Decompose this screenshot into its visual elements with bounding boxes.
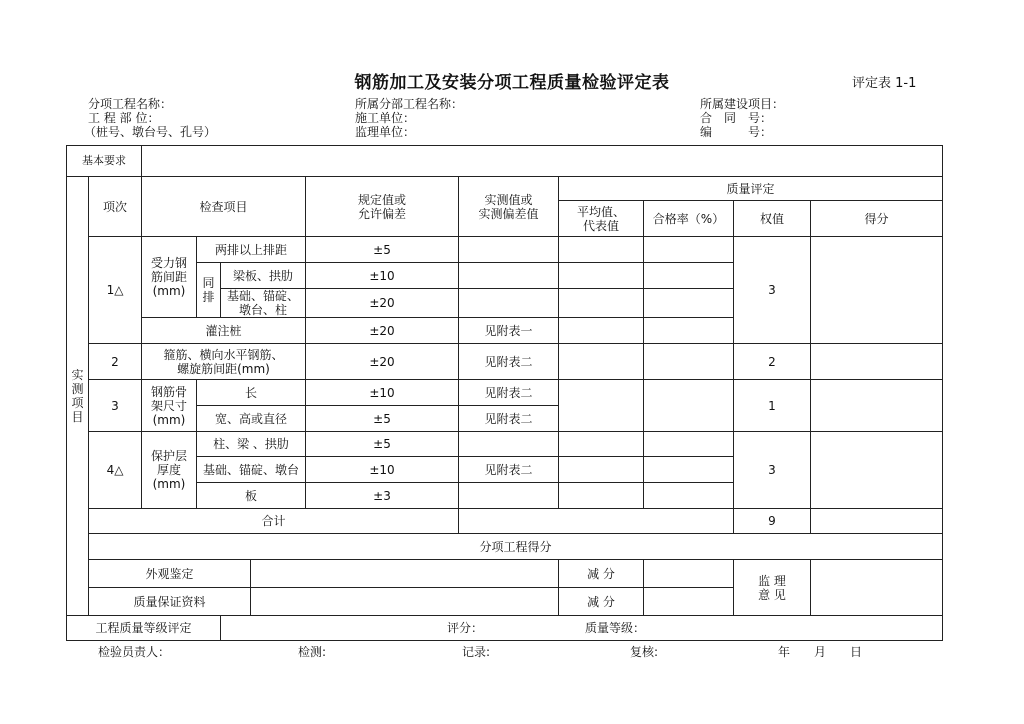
- item-4a-measured: [459, 432, 559, 457]
- total-weight: 9: [734, 509, 811, 534]
- item-1a-pass-rate: [644, 237, 734, 263]
- item-4b-average: [559, 457, 644, 483]
- item-2-name-line2: 螺旋筋间距(mm): [177, 361, 270, 376]
- item-1-group-line3: (mm): [152, 284, 186, 298]
- item-4c-measured: [459, 483, 559, 509]
- item-4-group-line3: (mm): [152, 477, 186, 491]
- col-weight: 权值: [734, 201, 811, 237]
- parent-project-label: 所属分部工程名称：: [355, 97, 464, 111]
- quality-docs-label: 质量保证资料: [89, 588, 251, 616]
- item-2-pass-rate: [644, 344, 734, 380]
- item-1a-tolerance: ±5: [306, 237, 459, 263]
- item-1d-pass-rate: [644, 318, 734, 344]
- item-1-same-row: 同排: [197, 263, 221, 318]
- item-1a-average: [559, 237, 644, 263]
- item-4-score: [811, 432, 943, 509]
- appearance-label: 外观鉴定: [89, 560, 251, 588]
- total-blank: [459, 509, 734, 534]
- item-1-group-line1: 受力钢: [150, 256, 187, 270]
- item-2-measured: 见附表二: [459, 344, 559, 380]
- appearance-deduct-value: [644, 560, 734, 588]
- item-3b-measured: 见附表二: [459, 406, 559, 432]
- item-1c-tolerance: ±20: [306, 289, 459, 318]
- item-1b-average: [559, 263, 644, 289]
- grade-label: 质量等级：: [585, 621, 646, 635]
- item-1-weight: 3: [734, 237, 811, 344]
- col-item-no: 项次: [89, 177, 142, 237]
- supervision-label: [734, 560, 811, 616]
- item-4c-tolerance: ±3: [306, 483, 459, 509]
- basic-requirements-label: 基本要求: [67, 146, 142, 177]
- location-label: 工 程 部 位：: [88, 111, 160, 125]
- col-check-item: 检查项目: [142, 177, 306, 237]
- item-4b-pass-rate: [644, 457, 734, 483]
- quality-docs-deduct-label: 减 分: [559, 588, 644, 616]
- measured-items-label: 实 测 项 目: [67, 177, 89, 616]
- item-3a-name: 长: [197, 380, 306, 406]
- col-pass-rate: 合格率（%）: [644, 201, 734, 237]
- col-score: 得分: [811, 201, 943, 237]
- item-4c-pass-rate: [644, 483, 734, 509]
- date-label: 年 月 日: [778, 645, 863, 659]
- item-3-weight: 1: [734, 380, 811, 432]
- recorder-label: 记录:: [462, 645, 491, 659]
- item-4c-average: [559, 483, 644, 509]
- item-3-group: [142, 380, 197, 432]
- item-1b-name: 梁板、拱肋: [221, 263, 306, 289]
- item-1c-name: 基础、锚碇、墩台、柱: [221, 289, 306, 318]
- item-1c-pass-rate: [644, 289, 734, 318]
- supervisor-label: 监理单位：: [355, 125, 416, 139]
- item-2-tolerance: ±20: [306, 344, 459, 380]
- item-4-group-line1: 保护层: [150, 449, 187, 463]
- col-measured: [459, 177, 559, 237]
- construction-project-label: 所属建设项目：: [700, 97, 785, 111]
- reviewer-label: 复核:: [630, 645, 659, 659]
- subproject-score-label: 分项工程得分: [89, 534, 943, 560]
- grade-eval-label: 工程质量等级评定: [67, 616, 221, 641]
- total-score: [811, 509, 943, 534]
- item-4-group: [142, 432, 197, 509]
- item-1c-average: [559, 289, 644, 318]
- location-note: （桩号、墩台号、孔号）: [84, 125, 217, 139]
- supervision-label-line2: 意 见: [758, 587, 786, 602]
- col-spec: [306, 177, 459, 237]
- col-quality-eval: 质量评定: [559, 177, 943, 201]
- testing-label: 检测:: [298, 645, 327, 659]
- contract-no-label: 合 同 号：: [700, 111, 773, 125]
- item-2-name: [142, 344, 306, 380]
- basic-requirements-cell: [142, 146, 943, 177]
- item-1-group-line2: 筋间距: [150, 270, 187, 284]
- col-measured-line1: 实测值或: [484, 192, 533, 207]
- item-3a-tolerance: ±10: [306, 380, 459, 406]
- item-4c-name: 板: [197, 483, 306, 509]
- item-1-group: [142, 237, 197, 318]
- sub-project-label: 分项工程名称：: [88, 97, 173, 111]
- item-1d-measured: 见附表一: [459, 318, 559, 344]
- total-label: 合计: [89, 509, 459, 534]
- quality-docs-deduct-value: [644, 588, 734, 616]
- quality-docs-value: [251, 588, 559, 616]
- quality-evaluation-table: [66, 145, 943, 641]
- item-3-pass-rate: [644, 380, 734, 432]
- serial-no-label: 编 号：: [700, 125, 773, 139]
- col-average-line2: 代表值: [582, 218, 619, 233]
- item-4-no: 4△: [89, 432, 142, 509]
- item-4b-measured: 见附表二: [459, 457, 559, 483]
- item-1d-average: [559, 318, 644, 344]
- col-average: [559, 201, 644, 237]
- item-1d-tolerance: ±20: [306, 318, 459, 344]
- item-2-weight: 2: [734, 344, 811, 380]
- item-4a-name: 柱、梁 、拱肋: [197, 432, 306, 457]
- supervision-label-line1: 监 理: [758, 573, 786, 588]
- item-4b-tolerance: ±10: [306, 457, 459, 483]
- item-4-group-line2: 厚度: [156, 463, 181, 477]
- item-3-score: [811, 380, 943, 432]
- form-number: 评定表 1-1: [852, 76, 917, 91]
- item-3b-name: 宽、高或直径: [197, 406, 306, 432]
- col-spec-line2: 允许偏差: [357, 206, 406, 221]
- document-title: 钢筋加工及安装分项工程质量检验评定表: [354, 73, 670, 93]
- grade-eval-row: [221, 616, 943, 641]
- score-label: 评分：: [447, 621, 484, 635]
- item-1a-measured: [459, 237, 559, 263]
- item-4b-name: 基础、锚碇、墩台: [197, 457, 306, 483]
- contractor-label: 施工单位：: [355, 111, 416, 125]
- col-measured-line2: 实测偏差值: [478, 206, 539, 221]
- inspector-label: 检验员责人：: [98, 645, 171, 659]
- col-average-line1: 平均值、: [576, 204, 625, 219]
- item-4a-pass-rate: [644, 432, 734, 457]
- item-3a-measured: 见附表二: [459, 380, 559, 406]
- item-2-average: [559, 344, 644, 380]
- item-4a-tolerance: ±5: [306, 432, 459, 457]
- item-3-group-line2: 架尺寸: [150, 398, 187, 413]
- item-3b-tolerance: ±5: [306, 406, 459, 432]
- item-3-average: [559, 380, 644, 432]
- item-1c-measured: [459, 289, 559, 318]
- item-2-name-line1: 箍筋、横向水平钢筋、: [163, 347, 284, 362]
- item-1d-name: 灌注桩: [142, 318, 306, 344]
- item-1b-tolerance: ±10: [306, 263, 459, 289]
- item-4a-average: [559, 432, 644, 457]
- item-3-group-line1: 钢筋骨: [150, 384, 187, 399]
- item-2-no: 2: [89, 344, 142, 380]
- appearance-deduct-label: 减 分: [559, 560, 644, 588]
- item-1a-name: 两排以上排距: [197, 237, 306, 263]
- col-spec-line1: 规定值或: [357, 192, 406, 207]
- appearance-value: [251, 560, 559, 588]
- item-4-weight: 3: [734, 432, 811, 509]
- item-1b-pass-rate: [644, 263, 734, 289]
- item-1b-measured: [459, 263, 559, 289]
- item-2-score: [811, 344, 943, 380]
- item-1-no: 1△: [89, 237, 142, 344]
- supervision-opinion: [811, 560, 943, 616]
- item-3-group-line3: (mm): [152, 412, 186, 427]
- item-1-score: [811, 237, 943, 344]
- item-3-no: 3: [89, 380, 142, 432]
